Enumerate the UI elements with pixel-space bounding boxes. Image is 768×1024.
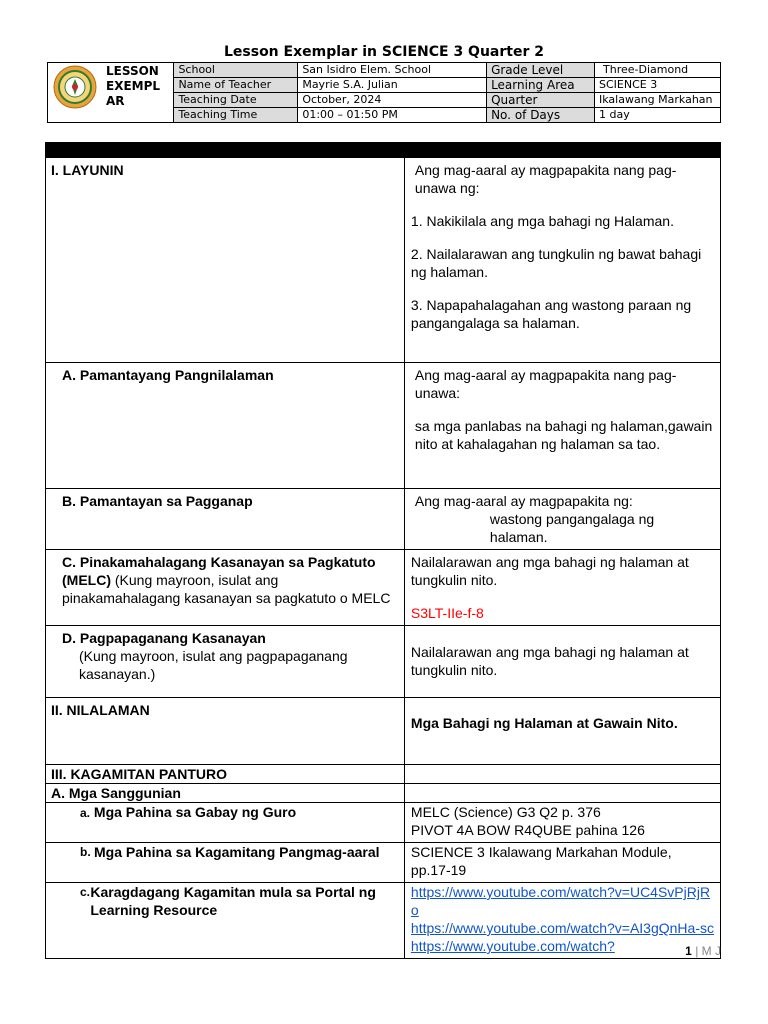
row-layunin: [46, 158, 721, 363]
layunin-content: [404, 158, 720, 363]
item-marker: b.: [80, 845, 91, 859]
teaching-date-label: Teaching Date: [174, 93, 298, 108]
page-number: 1: [685, 944, 692, 958]
label-line: LESSON: [106, 64, 159, 78]
a-text2: sa mga panlabas na bahagi ng halaman,gawain nito at kahalagahan ng halaman sa tao.: [414, 418, 713, 452]
melc-text: Nailalarawan ang mga bahagi ng halaman at tungkulin nito.: [410, 554, 689, 588]
b-text1: Ang mag-aaral ay magpapakita ng:: [414, 493, 633, 509]
mga-sanggunian-empty: [404, 784, 720, 803]
nilalaman-content: Mga Bahagi ng Halaman at Gawain Nito.: [404, 698, 720, 765]
row-pamantayang-pangnilalaman: [46, 363, 721, 489]
teacher-value: Mayrie S.A. Julian: [298, 78, 487, 93]
youtube-link[interactable]: https://www.youtube.com/watch?v=UC4SvPjRjRo: [410, 884, 711, 918]
pagpapaganang-label: [46, 626, 405, 698]
youtube-link[interactable]: https://www.youtube.com/watch?v=AI3gQnHa-sc: [410, 920, 714, 936]
grade-level-value: Three-Diamond: [595, 63, 721, 78]
item-label: Mga Pahina sa Kagamitang Pangmag-aaral: [94, 844, 380, 860]
kagamitan-label: III. KAGAMITAN PANTURO: [46, 765, 405, 784]
days-label: No. of Days: [487, 108, 595, 123]
item-label: Mga Pahina sa Gabay ng Guro: [93, 804, 297, 820]
row-nilalaman: [46, 698, 721, 765]
lesson-exemplar-label: [106, 64, 160, 109]
row-mga-sanggunian: [46, 784, 721, 803]
kagamitang-pangmag-aaral-content: SCIENCE 3 Ikalawang Markahan Module, pp.17-19: [404, 843, 720, 883]
reference-line: MELC (Science) G3 Q2 p. 376: [410, 804, 601, 820]
youtube-link[interactable]: https://www.youtube.com/watch?: [410, 938, 615, 954]
pamantayang-pangnilalaman-label: A. Pamantayang Pangnilalaman: [46, 363, 405, 489]
reference-line: PIVOT 4A BOW R4QUBE pahina 126: [410, 822, 645, 838]
footer-separator: |: [691, 944, 702, 958]
layunin-intro: Ang mag-aaral ay magpapakita nang pag-unawa ng:: [414, 162, 677, 196]
layunin-item: 1. Nakikilala ang mga bahagi ng Halaman.: [410, 213, 674, 229]
pagpapaganang-content: Nailalarawan ang mga bahagi ng halaman at tungkulin nito.: [404, 626, 720, 698]
kagamitang-pangmag-aaral-label: [46, 843, 405, 883]
pagpapaganang-label-note: (Kung mayroon, isulat ang pagpapaganang kasanayan.): [79, 648, 348, 682]
layunin-item: 2. Nailalarawan ang tungkulin ng bawat bahagi ng halaman.: [410, 246, 702, 280]
b-text2: wastong pangangalaga ng halaman.: [489, 511, 655, 545]
days-value: 1 day: [595, 108, 721, 123]
nilalaman-label: II. NILALAMAN: [46, 698, 405, 765]
school-value: San Isidro Elem. School: [298, 63, 487, 78]
learning-area-label: Learning Area: [487, 78, 595, 93]
melc-label: [46, 550, 405, 626]
row-melc: [46, 550, 721, 626]
gabay-ng-guro-label: [46, 803, 405, 843]
pamantayan-sa-pagganap-label: B. Pamantayan sa Pagganap: [46, 489, 405, 550]
karagdagang-kagamitan-label: [46, 883, 405, 959]
layunin-label: I. LAYUNIN: [46, 158, 405, 363]
teaching-time-label: Teaching Time: [174, 108, 298, 123]
melc-code: S3LT-IIe-f-8: [410, 605, 484, 621]
mga-sanggunian-label: A. Mga Sanggunian: [46, 784, 405, 803]
item-marker: c.: [80, 885, 91, 899]
row-kagamitan: [46, 765, 721, 784]
pamantayang-pangnilalaman-content: [404, 363, 720, 489]
item-label: Karagdagang Kagamitan mula sa Portal ng Learning Resource: [90, 884, 376, 918]
pagpapaganang-label-bold: D. Pagpapaganang Kasanayan: [62, 630, 266, 646]
row-karagdagang-kagamitan: [46, 883, 721, 959]
footer-initials: M J: [701, 944, 721, 958]
row-pamantayan-sa-pagganap: [46, 489, 721, 550]
school-label: School: [174, 63, 298, 78]
layunin-item: 3. Napapahalagahan ang wastong paraan ng pangangalaga sa halaman.: [410, 297, 692, 331]
header-info-table: [47, 62, 721, 123]
lesson-plan-table: [45, 142, 721, 959]
learning-area-value: SCIENCE 3: [595, 78, 721, 93]
row-gabay-ng-guro: [46, 803, 721, 843]
melc-label-note: (Kung mayroon, isulat ang pinakamahalagang kasanayan sa pagkatuto o MELC: [62, 572, 391, 606]
melc-label-bold: C. Pinakamahalagang Kasanayan sa Pagkatuto (MELC): [62, 554, 376, 588]
teaching-date-value: October, 2024: [298, 93, 487, 108]
label-line: AR: [106, 94, 125, 108]
gabay-ng-guro-content: [404, 803, 720, 843]
document-title: Lesson Exemplar in SCIENCE 3 Quarter 2: [223, 44, 544, 60]
pamantayan-sa-pagganap-content: [404, 489, 720, 550]
kagamitan-empty: [404, 765, 720, 784]
karagdagang-kagamitan-content: [404, 883, 720, 959]
teaching-time-value: 01:00 – 01:50 PM: [298, 108, 487, 123]
header-label-cell: [48, 63, 174, 123]
a-text1: Ang mag-aaral ay magpapakita nang pag-unawa:: [414, 367, 677, 401]
teacher-label: Name of Teacher: [174, 78, 298, 93]
row-kagamitang-pangmag-aaral: [46, 843, 721, 883]
table-header-bar: [46, 143, 721, 158]
quarter-label: Quarter: [487, 93, 595, 108]
melc-content: [404, 550, 720, 626]
item-marker: a.: [80, 806, 91, 820]
quarter-value: Ikalawang Markahan: [595, 93, 721, 108]
label-line: EXEMPL: [106, 79, 161, 93]
row-pagpapaganang-kasanayan: [46, 626, 721, 698]
grade-level-label: Grade Level: [487, 63, 595, 78]
school-seal-logo: [52, 65, 98, 109]
page-footer: [685, 944, 721, 958]
